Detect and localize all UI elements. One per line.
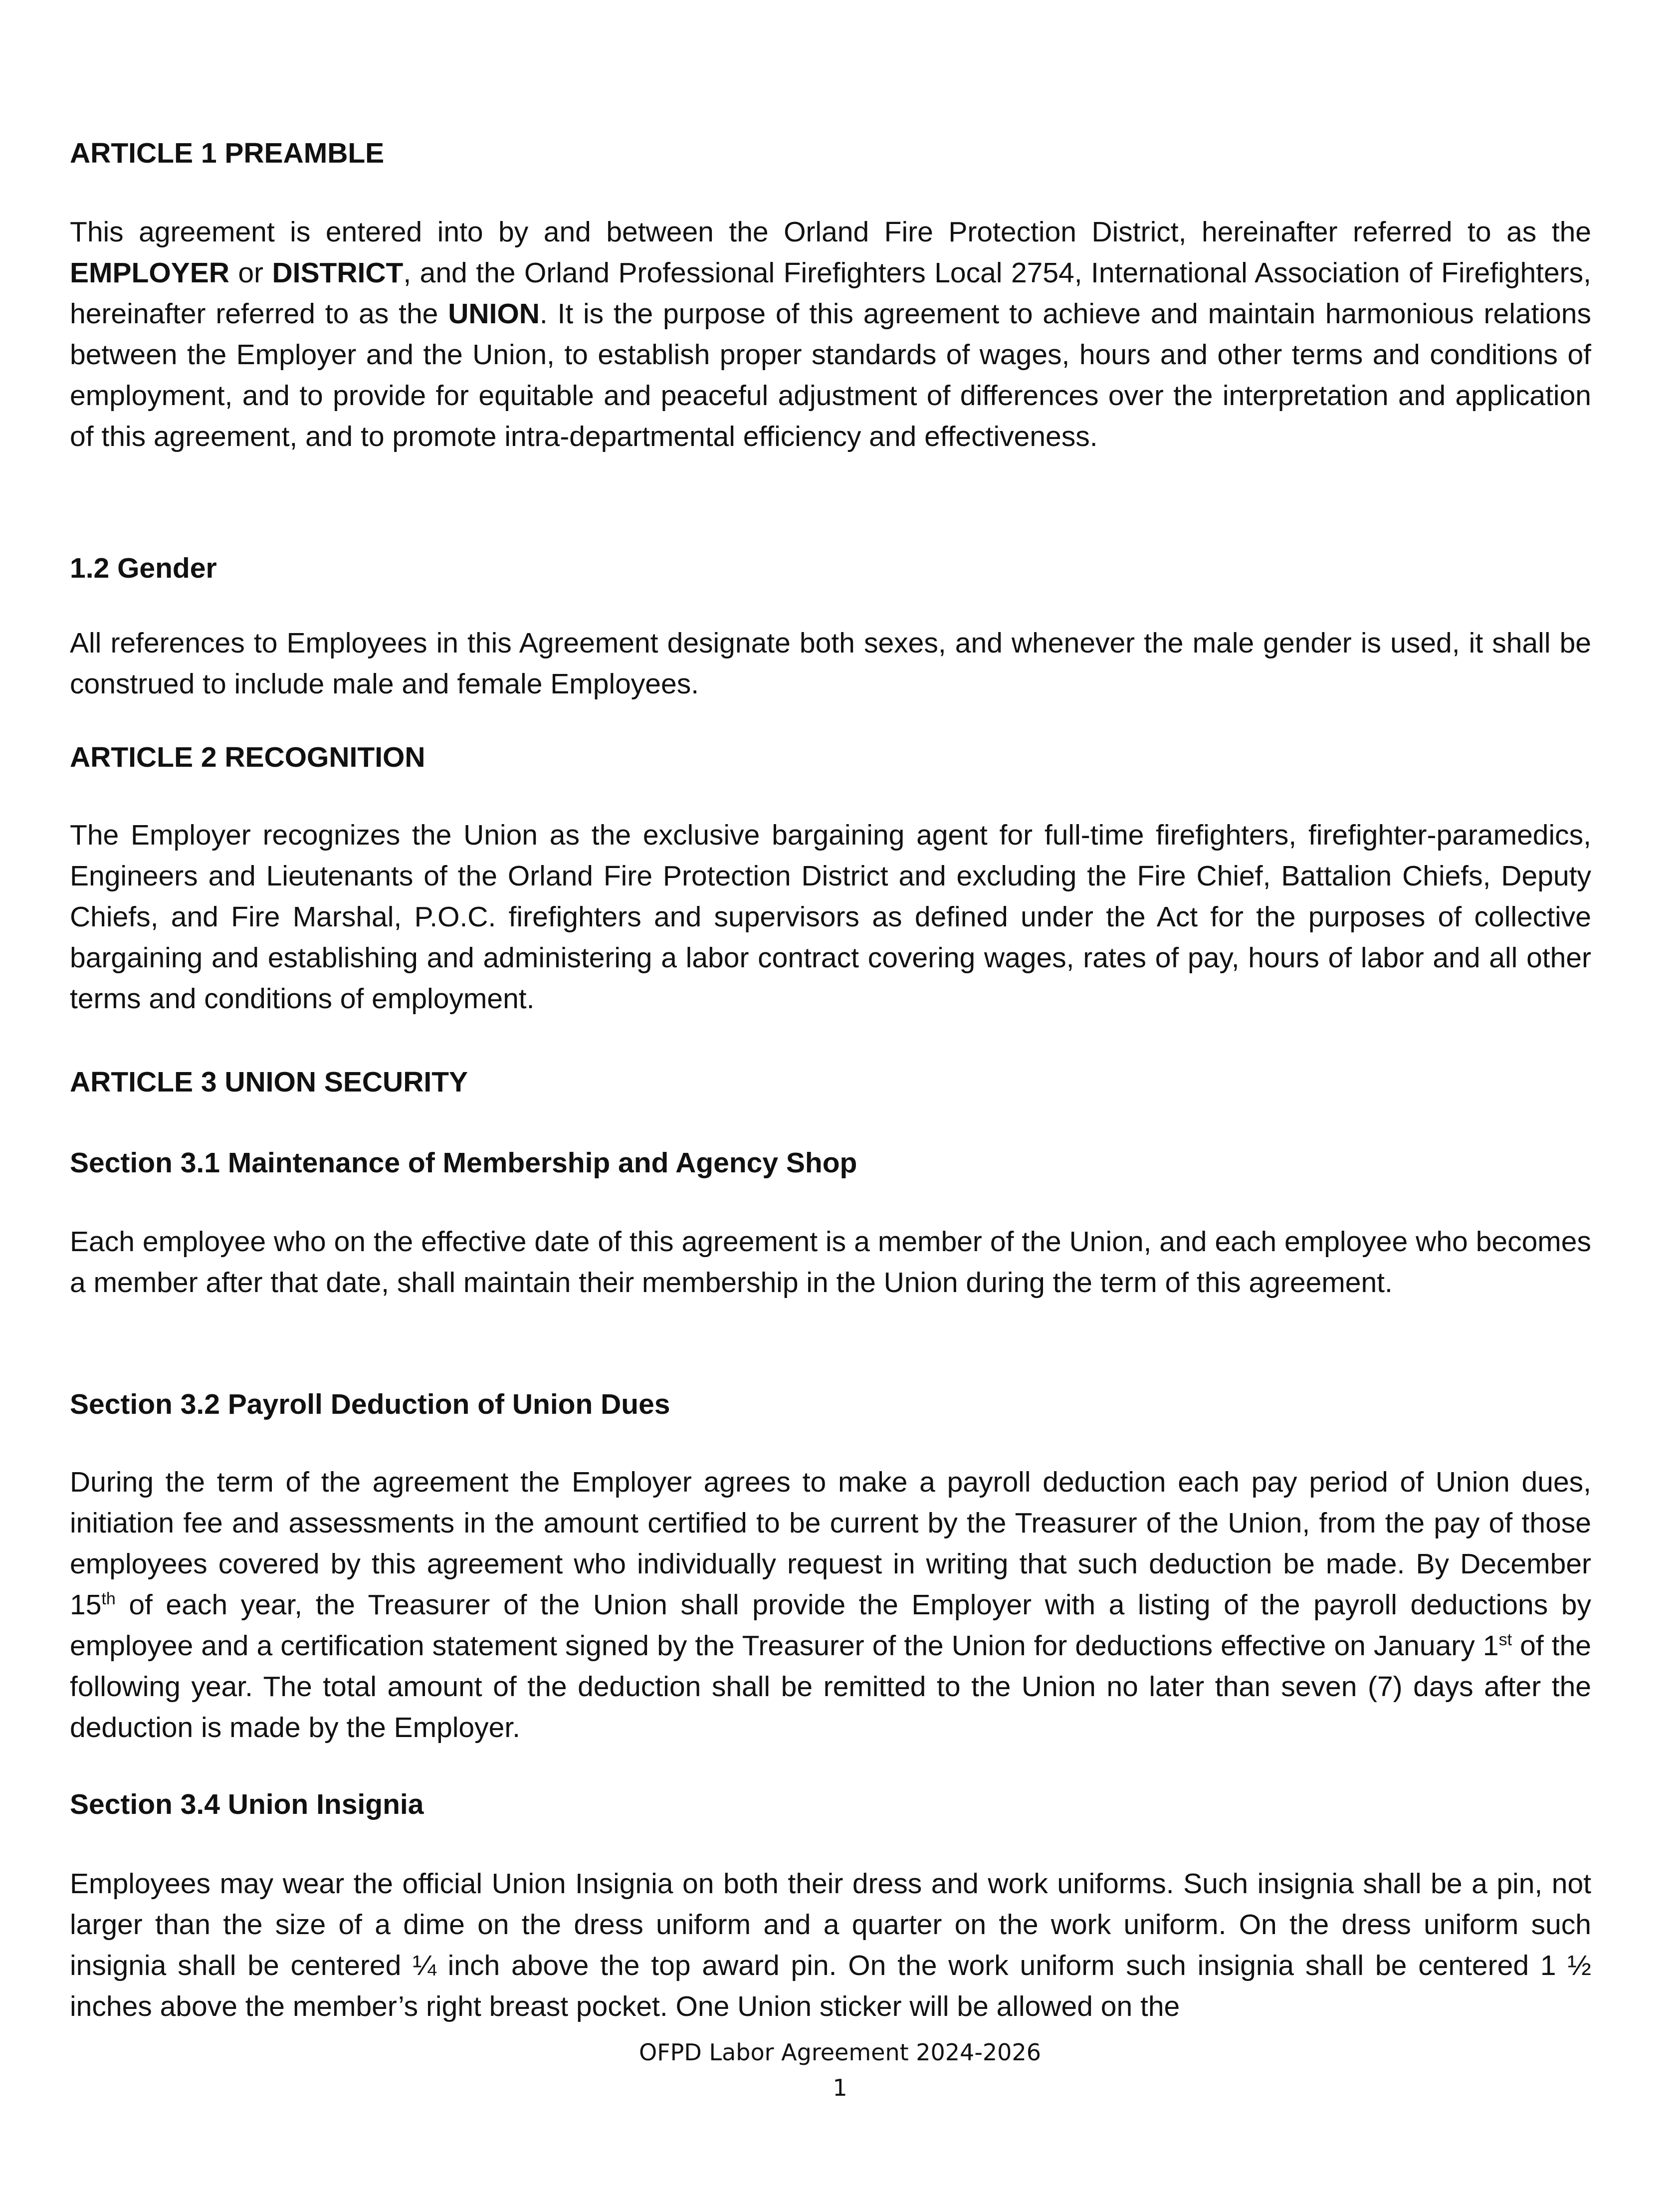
- section-3-2-heading: Section 3.2 Payroll Deduction of Union Dues: [70, 1388, 670, 1420]
- article-1-text-b: , and the Orland Professional Firefighters Local 2754, International Association of Firefighters, hereinafter referred to as the: [70, 257, 1591, 330]
- article-2-body: The Employer recognizes the Union as the exclusive bargaining agent for full-time firefighters, firefighter-paramedics, Engineers and Lieutenants of the Orland Fire Protection District and excluding the Fire Chief, Battalion Chiefs, Deputy Chiefs, and Fire Marshal, P.O.C. firefighters and supervisors as defined under the Act for the purposes of collective bargaining and establishing and administering a labor contract covering wages, rates of pay, hours of labor and all other terms and conditions of employment.: [70, 819, 1591, 1015]
- article-2-heading: ARTICLE 2 RECOGNITION: [70, 741, 425, 773]
- article-1-text-c: . It is the purpose of this agreement to achieve and maintain harmonious relations between the Employer and the Union, to establish proper standards of wages, hours and other terms and conditions of employment, and to provide for equitable and peaceful adjustment of differences over the interpretation and application of this agreement, and to promote intra-departmental efficiency and effectiveness.: [70, 298, 1591, 452]
- ordinal-suffix-st: st: [1498, 1630, 1512, 1649]
- section-3-2-text-a: During the term of the agreement the Employer agrees to make a payroll deduction each pay period of Union dues, initiation fee and assessments in the amount certified to be current by the Treasurer of the Union, from the pay of those employees covered by this agreement who individually request in writing that such deduction be made. By December 15: [70, 1466, 1591, 1621]
- section-1-2-heading: 1.2 Gender: [70, 552, 217, 584]
- section-3-2-text-b: of each year, the Treasurer of the Union shall provide the Employer with a listing of the payroll deductions by employee and a certification statement signed by the Treasurer of the Union for deductions effective on January 1: [70, 1589, 1591, 1662]
- district-term: DISTRICT: [272, 257, 404, 289]
- ordinal-suffix-th: th: [101, 1589, 116, 1608]
- section-3-2-body: [70, 1462, 1591, 1748]
- union-term: UNION: [448, 298, 540, 330]
- section-3-4-body: Employees may wear the official Union Insignia on both their dress and work uniforms. Such insignia shall be a pin, not larger than the size of a dime on the dress uniform and a quarter on the work uniform. On the dress uniform such insignia shall be centered ¼ inch above the top award pin. On the work uniform such insignia shall be centered 1 ½ inches above the member’s right breast pocket. One Union sticker will be allowed on the: [70, 1868, 1591, 2022]
- section-3-1-heading: Section 3.1 Maintenance of Membership and Agency Shop: [70, 1147, 857, 1179]
- employer-term: EMPLOYER: [70, 257, 229, 289]
- page-number: 1: [833, 2074, 847, 2101]
- article-3-heading: ARTICLE 3 UNION SECURITY: [70, 1066, 468, 1098]
- article-1-or: or: [229, 257, 272, 289]
- article-1-body: [70, 212, 1591, 457]
- article-1-heading: ARTICLE 1 PREAMBLE: [70, 137, 385, 169]
- footer-title: OFPD Labor Agreement 2024-2026: [639, 2039, 1041, 2066]
- section-3-4-heading: Section 3.4 Union Insignia: [70, 1788, 424, 1820]
- section-3-1-body: Each employee who on the effective date of this agreement is a member of the Union, and each employee who becomes a member after that date, shall maintain their membership in the Union during the term of this agreement.: [70, 1226, 1591, 1299]
- article-1-text-a: This agreement is entered into by and between the Orland Fire Protection District, hereinafter referred to as the: [70, 216, 1591, 248]
- section-1-2-body: All references to Employees in this Agreement designate both sexes, and whenever the male gender is used, it shall be construed to include male and female Employees.: [70, 627, 1591, 700]
- section-3-2-text-c: of the following year. The total amount of the deduction shall be remitted to the Union no later than seven (7) days after the deduction is made by the Employer.: [70, 1630, 1591, 1744]
